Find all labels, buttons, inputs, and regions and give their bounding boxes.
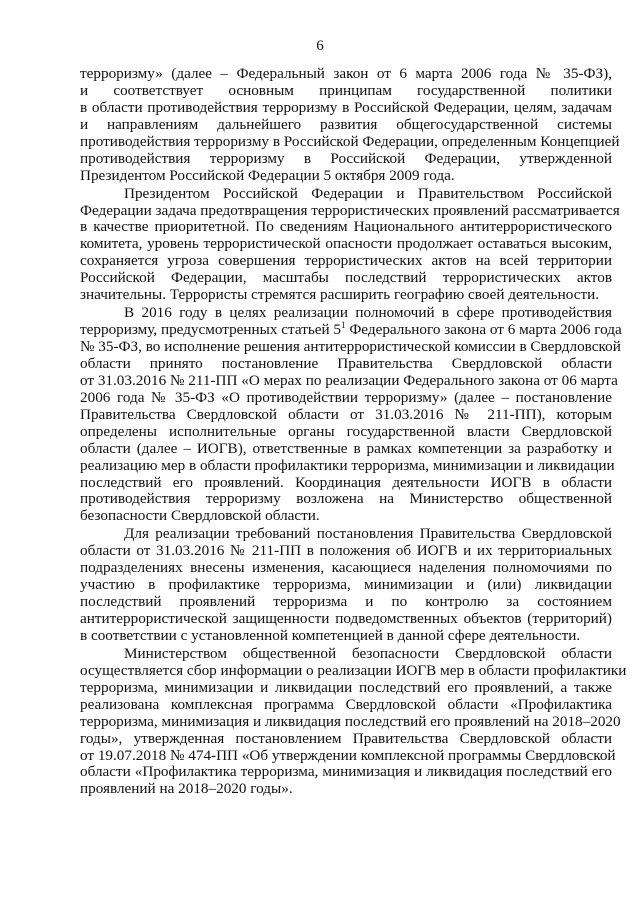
text-line: и соответствует основным принципам государственной политики: [80, 81, 612, 99]
paragraph-2016-resolution: [80, 304, 622, 525]
text-line: терроризма, минимизация и ликвидация последствий его проявлений на 2018–2020: [80, 712, 621, 730]
text-line: Министерством общественной безопасности Свердловской области: [124, 644, 612, 662]
text-line: в соответствии с установленной компетенцией в данной сфере деятельности.: [80, 626, 581, 644]
text-line: Российской Федерации, масштабы последствий террористических актов: [80, 269, 612, 287]
text-line-with-footnote: [80, 320, 622, 339]
paragraph-federal-law-continuation: [80, 65, 620, 185]
text-line: противодействия терроризму в Российской Федерации, утвержденной: [80, 149, 612, 167]
text-line: комитета, уровень террористической опасности продолжает оставаться высоким,: [80, 235, 612, 253]
text-line: 2006 года № 35-ФЗ «О противодействии терроризму» (далее – постановление: [80, 388, 612, 406]
text-line: реализацию мер в области профилактики терроризма, минимизации и ликвидации: [80, 456, 615, 474]
text-line: антитеррористической защищенности подведомственных объектов (территорий): [80, 610, 612, 627]
text-line: в области противодействия терроризму в Российской Федерации, целям, задачам: [80, 98, 612, 116]
text-segment: терроризму, предусмотренных статьей 5: [80, 321, 342, 339]
text-line: противодействия терроризму в Российской Федерации, определенным Концепцией: [80, 132, 620, 150]
text-line: Для реализации требований постановления Правительства Свердловской: [124, 525, 612, 543]
text-line: Правительства Свердловской области от 31.03.2016 № 211-ПП), которым: [80, 405, 612, 423]
superscript-marker: 1: [341, 320, 346, 331]
paragraph-ministry-program: [80, 644, 627, 798]
text-line: проявлений на 2018–2020 годы».: [80, 780, 293, 798]
text-line: области от 31.03.2016 № 211-ПП в положения об ИОГВ и их территориальных: [80, 542, 612, 560]
paragraph-iogv-regulations: [80, 526, 612, 645]
text-line: последствий его проявлений. Координация деятельности ИОГВ в области: [80, 473, 612, 491]
text-line: от 19.07.2018 № 474-ПП «Об утверждении комплексной программы Свердловской: [80, 746, 616, 764]
text-line: реализована комплексная программа Свердловской области «Профилактика: [80, 695, 612, 713]
text-segment: Федерального закона от 6 марта 2006 года: [345, 321, 622, 339]
text-line: противодействия терроризму возложена на Министерство общественной: [80, 490, 612, 508]
text-line: области (далее – ИОГВ), ответственные в рамках компетенции за разработку и: [80, 439, 612, 457]
text-line: Федерации задача предотвращения террористических проявлений рассматривается: [80, 201, 620, 219]
text-line: осуществляется сбор информации о реализации ИОГВ мер в области профилактики: [80, 661, 627, 679]
text-line: области «Профилактика терроризма, минимизация и ликвидация последствий его: [80, 763, 612, 781]
text-line: подразделениях внесены изменения, касающиеся наделения полномочиями по: [80, 559, 612, 577]
document-body: [80, 65, 627, 799]
text-line: Президентом Российской Федерации 5 октября 2009 года.: [80, 166, 455, 184]
text-line: В 2016 году в целях реализации полномочий в сфере противодействия: [124, 304, 612, 322]
text-line: безопасности Свердловской области.: [80, 507, 320, 525]
text-line: в качестве приоритетной. По сведениям Национального антитеррористического: [80, 218, 612, 236]
text-line: Президентом Российской Федерации и Правительством Российской: [124, 184, 612, 202]
text-line: участию в профилактике терроризма, минимизации и (или) ликвидации: [80, 576, 612, 594]
text-line: области принято постановление Правительства Свердловской области: [80, 354, 612, 372]
paragraph-president-government: [80, 184, 620, 305]
text-line: и направлениям дальнейшего развития общегосударственной системы: [80, 115, 612, 133]
text-line: значительны. Террористы стремятся расширить географию своей деятельности.: [80, 286, 600, 304]
page-number: 6: [316, 38, 324, 54]
text-line: от 31.03.2016 № 211-ПП «О мерах по реализации Федерального закона от 06 марта: [80, 371, 618, 389]
text-line: сохраняется угроза совершения террористических актов на всей территории: [80, 252, 612, 270]
text-line: последствий проявлений терроризма и по контролю за состоянием: [80, 593, 612, 611]
text-line: терроризму» (далее – Федеральный закон от 6 марта 2006 года № 35-ФЗ),: [80, 65, 612, 82]
text-line: № 35-ФЗ, во исполнение решения антитеррористической комиссии в Свердловской: [80, 338, 621, 355]
text-line: терроризма, минимизации и ликвидации последствий его проявлений, а также: [80, 678, 612, 696]
text-line: определены исполнительные органы государственной власти Свердловской: [80, 422, 612, 440]
text-line: годы», утвержденная постановлением Правительства Свердловской области: [80, 729, 612, 747]
